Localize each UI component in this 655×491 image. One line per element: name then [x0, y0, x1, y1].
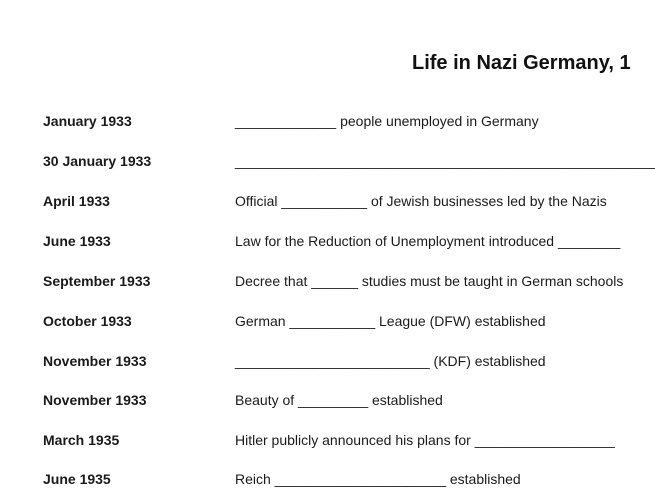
row-event: Decree that ______ studies must be taught in German schools — [235, 273, 624, 289]
row-event: Reich ______________________ established — [235, 471, 521, 487]
timeline-row — [0, 392, 636, 412]
row-date: 30 January 1933 — [43, 153, 152, 169]
timeline-row — [0, 153, 655, 173]
timeline-row — [0, 432, 636, 452]
row-date: June 1935 — [43, 471, 111, 487]
row-date: November 1933 — [43, 353, 147, 369]
row-event: _________________________ (KDF) established — [235, 353, 546, 369]
row-date: September 1933 — [43, 273, 151, 289]
timeline-row — [0, 353, 636, 373]
timeline-row — [0, 273, 636, 293]
row-date: November 1933 — [43, 392, 147, 408]
timeline-row — [0, 313, 636, 333]
row-date: March 1935 — [43, 432, 120, 448]
timeline-row — [0, 193, 636, 213]
timeline-row — [0, 471, 636, 491]
row-event: Law for the Reduction of Unemployment introduced ________ — [235, 233, 621, 249]
row-date: April 1933 — [43, 193, 110, 209]
row-event: Beauty of _________ established — [235, 392, 443, 408]
row-date: January 1933 — [43, 113, 132, 129]
timeline-row — [0, 113, 636, 133]
row-date: June 1933 — [43, 233, 111, 249]
document-title: Life in Nazi Germany, 1 — [412, 52, 631, 74]
row-date: October 1933 — [43, 313, 132, 329]
row-event: Official ___________ of Jewish businesses led by the Nazis — [235, 193, 607, 209]
row-event: German ___________ League (DFW) established — [235, 313, 546, 329]
row-event: ______________________________________________________ — [235, 153, 655, 169]
row-event: _____________ people unemployed in Germany — [235, 113, 539, 129]
row-event: Hitler publicly announced his plans for __________________ — [235, 432, 615, 448]
timeline-row — [0, 233, 636, 253]
